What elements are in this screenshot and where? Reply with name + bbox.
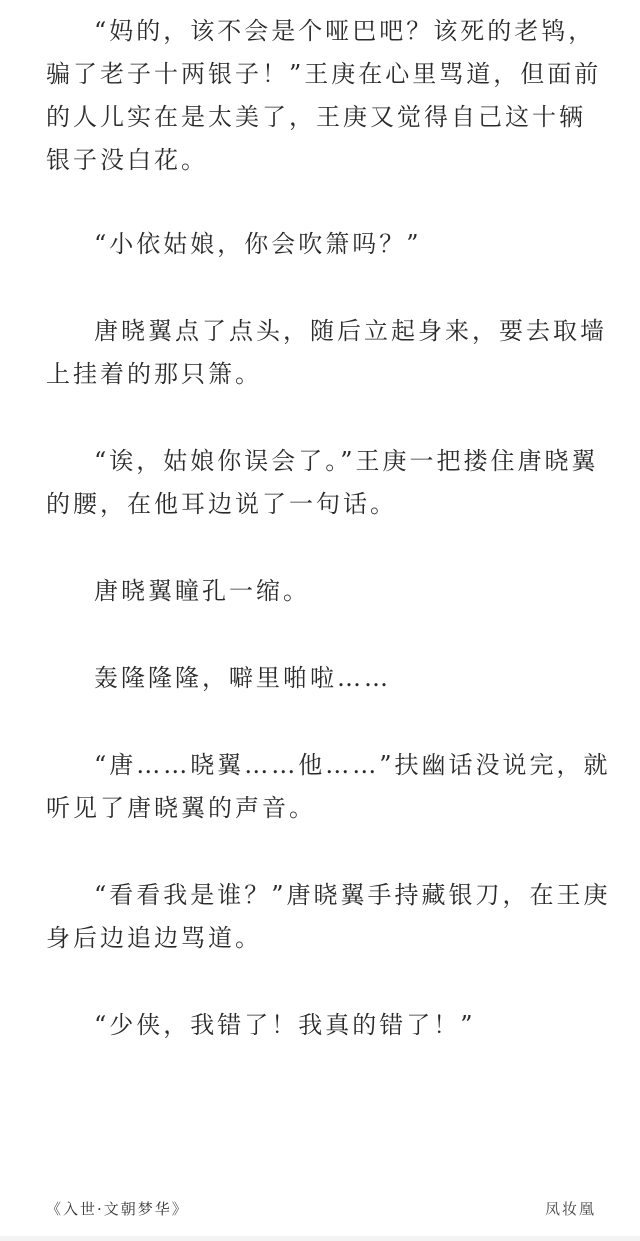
paragraph: “诶，姑娘你误会了。”王庚一把搂住唐晓翼的腰，在他耳边说了一句话。 bbox=[46, 447, 599, 518]
paragraph: “妈的，该不会是个哑巴吧？该死的老鸨，骗了老子十两银子！”王庚在心里骂道，但面前的人儿实在是太美了，王庚又觉得自己这十辆银子没白花。 bbox=[46, 17, 602, 174]
page-footer bbox=[0, 1198, 640, 1228]
paragraph: 唐晓翼点了点头，随后立起身来，要去取墙上挂着的那只箫。 bbox=[46, 317, 607, 388]
paragraph: “少侠，我错了！我真的错了！” bbox=[94, 1011, 476, 1039]
story-text bbox=[46, 10, 611, 1091]
paragraph: 轰隆隆隆，噼里啪啦…… bbox=[94, 664, 391, 692]
author-name: 凤妆凰 bbox=[544, 1200, 596, 1218]
paragraph: 唐晓翼瞳孔一缩。 bbox=[94, 577, 310, 605]
paragraph: “唐……晓翼……他……”扶幽话没说完，就听见了唐晓翼的声音。 bbox=[46, 751, 611, 822]
book-title: 《入世·文朝梦华》 bbox=[46, 1200, 189, 1218]
paragraph: “小依姑娘，你会吹箫吗？” bbox=[94, 230, 422, 258]
paragraph: “看看我是谁？”唐晓翼手持藏银刀，在王庚身后边追边骂道。 bbox=[46, 881, 611, 952]
bottom-divider bbox=[0, 1236, 640, 1241]
